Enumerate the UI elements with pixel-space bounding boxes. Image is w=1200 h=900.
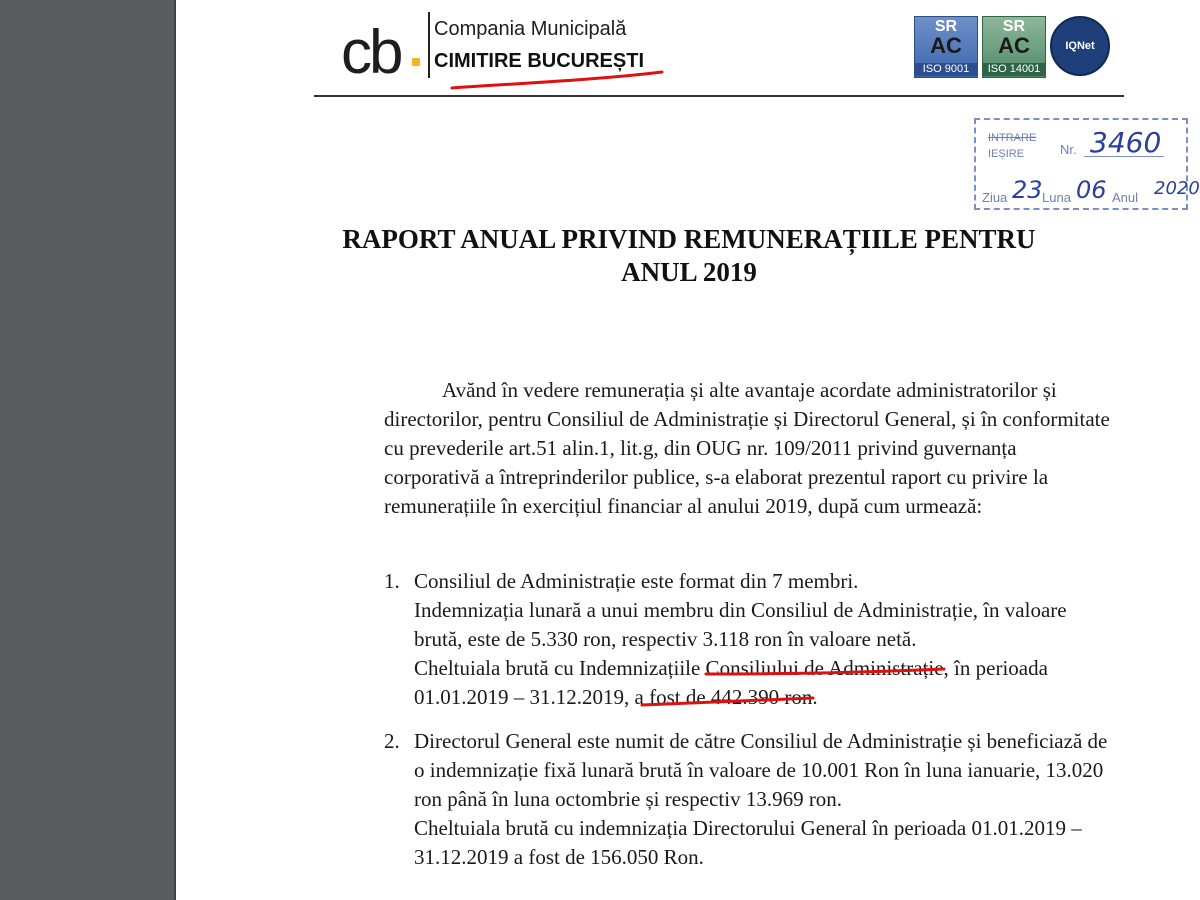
cert-top: SR: [934, 18, 958, 35]
cert-iso: ISO 9001: [915, 63, 977, 76]
document-page: [174, 0, 1200, 900]
stamp-month-value: 06: [1076, 176, 1107, 204]
paragraph-line: corporativă a întreprinderilor publice, s-a elaborat prezentul raport cu privire la: [384, 465, 1049, 489]
sr-ac-iso9001-logo: [914, 16, 978, 78]
stamp-year-value: 2020: [1154, 178, 1200, 199]
stamp-nr-label: Nr.: [1060, 142, 1077, 157]
list-item-number: 1.: [384, 569, 400, 593]
intro-paragraph: [384, 376, 1114, 521]
company-name-line2: CIMITIRE BUCUREȘTI: [434, 50, 644, 72]
logo-dot: [412, 58, 420, 66]
list-item-line: Indemnizația lunară a unui membru din Consiliul de Administrație, în valoare: [414, 598, 1067, 622]
cert-iso: ISO 14001: [983, 63, 1045, 76]
stamp-in-label: INTRARE: [988, 132, 1037, 144]
header-divider: [314, 95, 1124, 97]
list-item-line: o indemnizație fixă lunară brută în valoare de 10.001 Ron în luna ianuarie, 13.020: [414, 758, 1104, 782]
viewer-background: [0, 0, 174, 900]
list-item-line: ron până în luna octombrie și respectiv 13.969 ron.: [414, 787, 843, 811]
paragraph-line: cu prevederile art.51 alin.1, lit.g, din OUG nr. 109/2011 privind guvernanța: [384, 436, 1017, 460]
list-item-line: 31.12.2019 a fost de 156.050 Ron.: [414, 845, 704, 869]
list-item-line: Directorul General este numit de către Consiliul de Administrație și beneficiază de: [414, 729, 1108, 753]
stamp-day-value: 23: [1012, 176, 1043, 204]
cert-mid: AC: [930, 33, 962, 58]
underline-company-name: [452, 72, 662, 88]
document-title: RAPORT ANUAL PRIVIND REMUNERAȚIILE PENTRU: [342, 224, 1036, 254]
stamp-year-label: Anul: [1112, 190, 1139, 205]
sr-ac-iso14001-logo: [982, 16, 1046, 78]
paragraph-line: remunerațiile în exercițiul financiar al anului 2019, după cum urmează:: [384, 494, 983, 518]
list-item-line: brută, este de 5.330 ron, respectiv 3.118 ron în valoare netă.: [414, 627, 917, 651]
stamp-month-label: Luna: [1042, 190, 1071, 205]
paragraph-line: directorilor, pentru Consiliul de Administrație și Directorul General, și în conformitate: [384, 407, 1110, 431]
registration-stamp: [974, 118, 1200, 210]
list-item: [384, 727, 1144, 872]
cert-mid: AC: [998, 33, 1030, 58]
company-name-line1: Compania Municipală: [434, 18, 627, 40]
document-title-year: ANUL 2019: [621, 257, 757, 287]
stamp-day-label: Ziua: [982, 190, 1008, 205]
iqnet-logo: IQNet: [1050, 16, 1110, 76]
list-item-line: Cheltuiala brută cu Indemnizațiile Consiliului de Administrație, în perioada: [414, 656, 1048, 680]
list-item-number: 2.: [384, 729, 400, 753]
paragraph-line: Avănd în vedere remunerația și alte avantaje acordate administratorilor și: [442, 378, 1057, 402]
list-item: [384, 567, 1144, 712]
list-item-line: Cheltuiala brută cu indemnizația Directorului General în perioada 01.01.2019 –: [414, 816, 1082, 840]
cert-top: SR: [1002, 18, 1026, 35]
logo-separator: [428, 12, 430, 78]
stamp-nr-value: 3460: [1090, 126, 1162, 159]
list-item-line: Consiliul de Administrație este format din 7 membri.: [414, 569, 859, 593]
list-item-line: 01.01.2019 – 31.12.2019, a fost de 442.390 ron.: [414, 685, 818, 709]
company-logo: cb: [341, 18, 401, 87]
stamp-out-label: IEȘIRE: [988, 148, 1025, 160]
